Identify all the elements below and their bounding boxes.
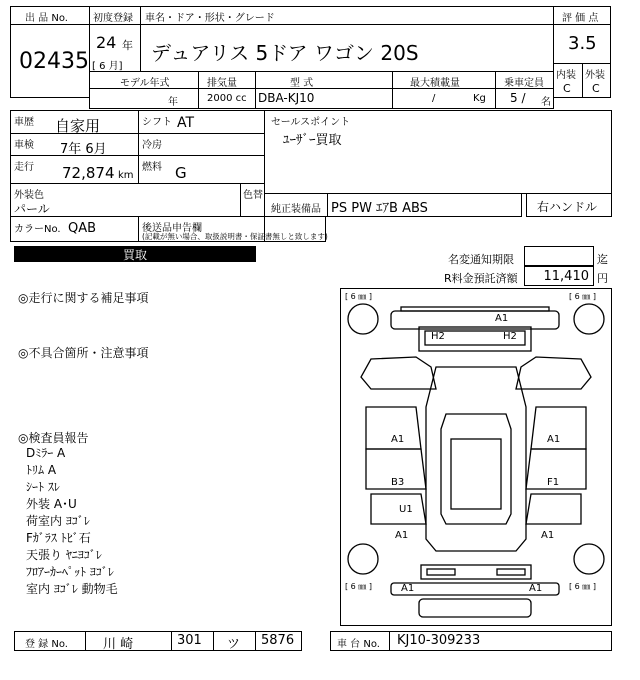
equipment-label: 純正装備品	[271, 204, 321, 215]
color-label: 外装色	[14, 190, 44, 201]
mileage-unit: km	[118, 170, 134, 181]
reg-area: 川 崎	[103, 637, 134, 652]
exterior-grade-box	[582, 63, 611, 98]
capacity-label: 乗車定員	[504, 78, 544, 89]
inspection: 7年 6月	[60, 142, 107, 157]
damage-mark: A1	[541, 530, 555, 541]
first-registration-month: [ 6 月]	[92, 61, 123, 72]
sales-point: ﾕｰｻﾞｰ買取	[283, 133, 342, 148]
mileage: 72,874	[62, 164, 115, 182]
sales-point-box	[264, 110, 612, 194]
tire-label-rear-right: [ 6 ㎜ ]	[569, 582, 596, 591]
max-load-unit: Kg	[473, 93, 486, 104]
history-label: 車歴	[14, 117, 34, 128]
ac-label: 冷房	[142, 140, 162, 151]
color: パール	[14, 202, 50, 216]
damage-mark: B3	[391, 477, 405, 488]
max-load-label: 最大積載量	[410, 78, 460, 89]
reg-kana: ツ	[227, 637, 241, 652]
damage-mark: A1	[401, 583, 415, 594]
inspector-line: ｼｰﾄ ｽﾚ	[26, 480, 60, 494]
damage-mark: U1	[399, 504, 413, 515]
exterior-grade: C	[592, 82, 600, 95]
recycle-label: R料金預託済額	[444, 272, 518, 285]
buy-label: 買取	[122, 248, 147, 262]
model-name-label: 車名・ドア・形状・グレード	[145, 13, 275, 24]
inspector-line: 天張り ﾔﾆﾖｺﾞﾚ	[26, 548, 102, 562]
color-no: QAB	[68, 221, 97, 236]
color-no-label: カラーNo.	[14, 224, 61, 235]
color-change-label: 色替	[243, 190, 263, 201]
recycle-box	[524, 266, 594, 286]
damage-mark: F1	[547, 477, 560, 488]
name-change-label: 名変通知期限	[448, 253, 514, 266]
steering: 右ハンドル	[537, 200, 598, 214]
inspector-line: ﾄﾘﾑ A	[26, 463, 57, 477]
name-change-unit: 迄	[597, 253, 608, 266]
fuel-label: 燃料	[142, 162, 162, 173]
tire-label-front-left: [ 6 ㎜ ]	[345, 292, 372, 301]
name-change-box	[524, 246, 594, 266]
equipment: PS PW ｴｱB ABS	[331, 201, 428, 216]
interior-grade-box	[553, 63, 583, 98]
inspection-label: 車検	[14, 140, 34, 151]
shift: AT	[177, 115, 195, 131]
interior-grade: C	[563, 82, 571, 95]
model-year-label: モデル年式	[120, 78, 170, 89]
sales-point-label: セールスポイント	[271, 117, 351, 128]
buy-bar	[14, 246, 256, 262]
post-doc-note: (記載が無い場合、取扱説明書・保証書無しと致します)	[142, 232, 328, 241]
chassis-label: 車 台 No.	[337, 639, 380, 650]
reg-class: 301	[177, 633, 202, 648]
tire-label-front-right: [ 6 ㎜ ]	[569, 292, 596, 301]
reg-no-label: 登 録 No.	[25, 639, 68, 650]
recycle-unit: 円	[597, 272, 608, 285]
score-label: 評 価 点	[562, 13, 599, 24]
damage-mark: H2	[431, 331, 445, 342]
inspector-line: Dﾐﾗｰ A	[26, 446, 66, 460]
lot-number: 02435	[19, 49, 89, 74]
inspector-line: 外装 A･U	[26, 497, 77, 511]
model-name: デュアリス 5ドア ワゴン 20S	[151, 41, 419, 65]
displacement-label: 排気量	[207, 78, 237, 89]
lot-number-box	[10, 6, 90, 98]
inspector-line: ﾌﾛｱｰｶｰﾍﾟｯﾄ ﾖｺﾞﾚ	[26, 565, 114, 579]
car-diagram-svg	[341, 289, 611, 625]
chassis-number-box	[330, 631, 612, 651]
inspector-line: 室内 ﾖｺﾞﾚ 動物毛	[26, 582, 118, 596]
capacity-unit: 名	[541, 97, 551, 108]
inspector-line: 荷室内 ﾖｺﾞﾚ	[26, 514, 90, 528]
damage-mark: A1	[391, 434, 405, 445]
equipment-box	[264, 193, 522, 217]
recycle-amount: 11,410	[543, 269, 589, 284]
history: 自家用	[55, 117, 101, 135]
exterior-grade-label: 外装	[585, 70, 605, 81]
damage-mark: A1	[495, 313, 509, 324]
fuel: G	[175, 164, 187, 182]
car-diagram	[340, 288, 612, 626]
blank-box	[264, 216, 326, 242]
reg-number: 5876	[261, 633, 295, 648]
year-unit: 年	[122, 39, 133, 52]
spec-row	[89, 71, 554, 109]
inspector-line: Fｶﾞﾗｽ ﾄﾋﾞ石	[26, 531, 91, 545]
driving-title: ◎走行に関する補足事項	[18, 291, 149, 305]
damage-mark: H2	[503, 331, 517, 342]
score-box	[553, 6, 611, 64]
inspector-title: ◎検査員報告	[18, 431, 89, 445]
first-registration-box	[89, 6, 141, 72]
first-registration-year: 24	[96, 33, 117, 52]
mileage-label: 走行	[14, 162, 34, 173]
max-load-slash: /	[432, 93, 436, 104]
first-registration-label: 初度登録	[93, 13, 133, 24]
defects-title: ◎不具合箇所・注意事項	[18, 346, 149, 360]
lot-number-label: 出 品 No.	[25, 13, 68, 24]
interior-grade-label: 内装	[556, 70, 576, 81]
damage-mark: A1	[395, 530, 409, 541]
registration-number-box	[14, 631, 302, 651]
model-year-unit: 年	[168, 97, 178, 108]
post-doc-label: 後送品申告欄	[142, 223, 202, 234]
damage-mark: A1	[529, 583, 543, 594]
damage-mark: A1	[547, 434, 561, 445]
steering-box	[526, 193, 612, 217]
displacement: 2000 cc	[207, 93, 247, 104]
score: 3.5	[568, 33, 597, 54]
chassis-no: KJ10-309233	[397, 633, 481, 648]
model-name-box	[140, 6, 554, 72]
type-label: 型 式	[290, 78, 314, 89]
tire-label-rear-left: [ 6 ㎜ ]	[345, 582, 372, 591]
shift-label: シフト	[142, 117, 172, 128]
capacity: 5 /	[510, 91, 526, 105]
model-type: DBA-KJ10	[258, 91, 315, 105]
